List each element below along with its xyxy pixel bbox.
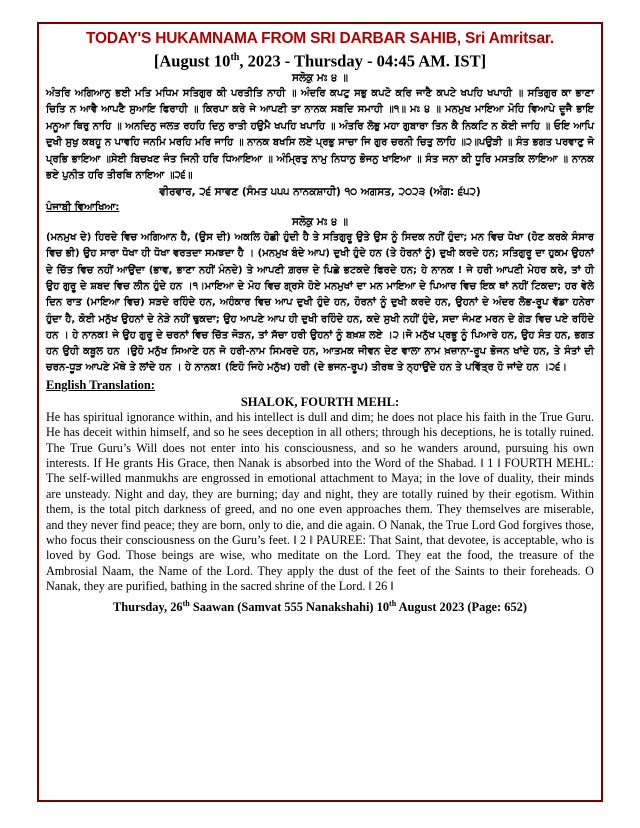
- date-sup: th: [230, 52, 240, 63]
- footer-part3: August 2023 (Page: 652): [396, 599, 527, 614]
- footer-part1: Thursday, 26: [113, 599, 183, 614]
- date-suffix: , 2023 - Thursday - 04:45 AM. IST]: [239, 51, 487, 71]
- punjabi-sub-heading: ਸਲੋਕੁ ਮਃ ੪ ॥: [292, 216, 348, 229]
- english-heading: English Translation:: [46, 377, 155, 392]
- gurbani-date-line: ਵੀਰਵਾਰ, ੨੬ ਸਾਵਣ (ਸੰਮਤ ੫੫੫ ਨਾਨਕਸ਼ਾਹੀ) ੧੦ ਅਗਸਤ, ੨੦੨੩ (ਅੰਗ: ੬੫੨): [159, 186, 481, 199]
- punjabi-text: (ਮਨਮੁਖ ਦੇ) ਹਿਰਦੇ ਵਿਚ ਅਗਿਆਨ ਹੈ, (ਉਸ ਦੀ) ਅਕਲਿ ਹੋਛੀ ਹੁੰਦੀ ਹੈ ਤੇ ਸਤਿਗੁਰੂ ਉਤੇ ਉਸ ਨੂੰ ਸਿਦਕ ਨਹੀਂ ਹੁੰਦਾ; ਮਨ ਵਿਚ ਧੋਖਾ (ਹੋਣ ਕਰਕੇ ਸੰਸਾਰ ਵਿਚ ਭੀ) ਉਹ ਸਾਰਾ ਧੋਖਾ ਹੀ ਧੋਖਾ ਵਰਤਦਾ ਸਮਝਦਾ ਹੈ । (ਮਨਮੁਖ ਬੰਦੇ ਆਪ) ਦੁਖੀ ਹੁੰਦੇ ਹਨ (ਤੇ ਹੋਰਨਾਂ ਨੂੰ) ਦੁਖੀ ਕਰਦੇ ਹਨ; ਸਤਿਗੁਰੂ ਦਾ ਹੁਕਮ ਉਹਨਾਂ ਦੇ ਚਿੱਤ ਵਿਚ ਨਹੀਂ ਆਉਂਦਾ (ਭਾਵ, ਭਾਣਾ ਨਹੀਂ ਮੰਨਦੇ) ਤੇ ਆਪਣੀ ਗ਼ਰਜ਼ ਦੇ ਪਿਛੇ ਭਟਕਦੇ ਫਿਰਦੇ ਹਨ; ਹੇ ਨਾਨਕ ! ਜੇ ਹਰੀ ਆਪਣੀ ਮੇਹਰ ਕਰੇ, ਤਾਂ ਹੀ ਉਹ ਗੁਰੂ ਦੇ ਸ਼ਬਦ ਵਿਚ ਲੀਨ ਹੁੰਦੇ ਹਨ ।੧।ਮਾਇਆ ਦੇ ਮੋਹ ਵਿਚ ਗ੍ਰਸੇ ਹੋਏ ਮਨਮੁਖਾਂ ਦਾ ਮਨ ਮਾਇਆ ਦੇ ਪਿਆਰ ਵਿਚ ਇਕ ਥਾਂ ਨਹੀਂ ਟਿਕਦਾ; ਹਰ ਵੇਲੇ ਦਿਨ ਰਾਤ (ਮਾਇਆ ਵਿਚ) ਸੜਦੇ ਰਹਿੰਦੇ ਹਨ, ਅਹੰਕਾਰ ਵਿਚ ਆਪ ਦੁਖੀ ਹੁੰਦੇ ਹਨ, ਹੋਰਨਾਂ ਨੂੰ ਦੁਖੀ ਕਰਦੇ ਹਨ, ਉਹਨਾਂ ਦੇ ਅੰਦਰ ਲੋਭ-ਰੂਪ ਵੱਡਾ ਹਨੇਰਾ ਹੁੰਦਾ ਹੈ, ਕੋਈ ਮਨੁੱਖ ਉਹਨਾਂ ਦੇ ਨੇੜੇ ਨਹੀਂ ਢੁਕਦਾ; ਉਹ ਆਪਣੇ ਆਪ ਹੀ ਦੁਖੀ ਰਹਿੰਦੇ ਹਨ, ਕਦੇ ਸੁਖੀ ਨਹੀਂ ਹੁੰਦੇ, ਸਦਾ ਜੰਮਣ ਮਰਨ ਦੇ ਗੇੜ ਵਿਚ ਪਏ ਰਹਿੰਦੇ ਹਨ । ਹੇ ਨਾਨਕ! ਜੇ ਉਹ ਗੁਰੂ ਦੇ ਚਰਨਾਂ ਵਿਚ ਚਿੱਤ ਜੋੜਨ, ਤਾਂ ਸੱਚਾ ਹਰੀ ਉਹਨਾਂ ਨੂੰ ਬਖ਼ਸ਼ ਲਏ ।੨।ਜੋ ਮਨੁੱਖ ਪ੍ਰਭੂ ਨੂੰ ਪਿਆਰੇ ਹਨ, ਉਹ ਸੰਤ ਹਨ, ਭਗਤ ਹਨ ਉਹੀ ਕਬੂਲ ਹਨ ।ਉਹੋ ਮਨੁੱਖ ਸਿਆਣੇ ਹਨ ਜੋ ਹਰੀ-ਨਾਮ ਸਿਮਰਦੇ ਹਨ, ਆਤਮਕ ਜੀਵਨ ਦੇਣ ਵਾਲਾ ਨਾਮ ਖ਼ਜ਼ਾਨਾ-ਰੂਪ ਭੋਜਨ ਖਾਂਦੇ ਹਨ, ਤੇ ਸੰਤਾਂ ਦੀ ਚਰਨ-ਧੂੜ ਆਪਣੇ ਮੱਥੇ ਤੇ ਲਾਂਦੇ ਹਨ । ਹੇ ਨਾਨਕ! (ਇਹੋ ਜਿਹੇ ਮਨੁੱਖ) ਹਰੀ (ਦੇ ਭਜਨ-ਰੂਪ) ਤੀਰਥ ਤੇ ਨ੍ਹਾਉਂਦੇ ਹਨ ਤੇ ਪਵਿੱਤ੍ਰ ਹੋ ਜਾਂਦੇ ਹਨ ।੨੬।: [46, 232, 594, 374]
- page-title: TODAY'S HUKAMNAMA FROM SRI DARBAR SAHIB, Sri Amritsar.: [86, 30, 554, 47]
- punjabi-heading: ਪੰਜਾਬੀ ਵਿਆਖਿਆ:: [46, 202, 120, 214]
- gurbani-text: ਅੰਤਰਿ ਅਗਿਆਨੁ ਭਈ ਮਤਿ ਮਧਿਮ ਸਤਿਗੁਰ ਕੀ ਪਰਤੀਤਿ ਨਾਹੀ ॥ ਅੰਦਰਿ ਕਪਟੁ ਸਭੁ ਕਪਟੋ ਕਰਿ ਜਾਣੈ ਕਪਟੇ ਖਪਹਿ ਖਪਾਹੀ ॥ ਸਤਿਗੁਰ ਕਾ ਭਾਣਾ ਚਿਤਿ ਨ ਆਵੈ ਆਪਣੈ ਸੁਆਇ ਫਿਰਾਹੀ ॥ ਕਿਰਪਾ ਕਰੇ ਜੇ ਆਪਣੀ ਤਾ ਨਾਨਕ ਸਬਦਿ ਸਮਾਹੀ ॥੧॥ ਮਃ ੪ ॥ ਮਨਮੁਖ ਮਾਇਆ ਮੋਹਿ ਵਿਆਪੇ ਦੂਜੈ ਭਾਇ ਮਨੂਆ ਥਿਰੁ ਨਾਹਿ ॥ ਅਨਦਿਨੁ ਜਲਤ ਰਹਹਿ ਦਿਨੁ ਰਾਤੀ ਹਉਮੈ ਖਪਹਿ ਖਪਾਹਿ ॥ ਅੰਤਰਿ ਲੋਭੁ ਮਹਾ ਗੁਬਾਰਾ ਤਿਨ ਕੈ ਨਿਕਟਿ ਨ ਕੋਈ ਜਾਹਿ ॥ ਓਇ ਆਪਿ ਦੁਖੀ ਸੁਖੁ ਕਬਹੂ ਨ ਪਾਵਹਿ ਜਨਮਿ ਮਰਹਿ ਮਰਿ ਜਾਹਿ ॥ ਨਾਨਕ ਬਖਸਿ ਲਏ ਪ੍ਰਭੁ ਸਾਚਾ ਜਿ ਗੁਰ ਚਰਨੀ ਚਿਤੁ ਲਾਹਿ ॥੨॥ਪਉੜੀ ॥ ਸੰਤ ਭਗਤ ਪਰਵਾਣੁ ਜੋ ਪ੍ਰਭਿ ਭਾਇਆ ॥ਸੇਈ ਬਿਚਖਣ ਜੰਤ ਜਿਨੀ ਹਰਿ ਧਿਆਇਆ ॥ ਅੰਮ੍ਰਿਤੁ ਨਾਮੁ ਨਿਧਾਨੁ ਭੋਜਨੁ ਖਾਇਆ ॥ ਸੰਤ ਜਨਾ ਕੀ ਧੂਰਿ ਮਸਤਕਿ ਲਾਇਆ ॥ ਨਾਨਕ ਭਏ ਪੁਨੀਤ ਹਰਿ ਤੀਰਥਿ ਨਾਇਆ ॥੨੬॥: [46, 87, 594, 182]
- hukamnama-frame: [37, 22, 603, 802]
- english-text: He has spiritual ignorance within, and his intellect is dull and dim; he does not place his faith in the True Guru. He has deceit within himself, and so he sees deception in all others; through his deceptions, he is totally ruined. The True Guru’s Will does not enter into his consciousness, and so he wanders around, pursuing his own interests. If He grants His Grace, then Nanak is absorbed into the Word of the Shabad. ‖ 1 ‖ FOURTH MEHL: The self-willed manmukhs are engrossed in emotional attachment to Maya; in the love of duality, their minds are unsteady. Night and day, they are burning; day and night, they are totally ruined by their egotism. Within them, is the total pitch darkness of greed, and no one even approaches them. They themselves are miserable, and they never find peace; they are born, only to die, and die again. O Nanak, the True Lord God forgives those, who focus their consciousness on the Guru’s feet. ‖ 2 ‖ PAUREE: That Saint, that devotee, is acceptable, who is loved by God. Those beings are wise, who meditate on the Lord. They eat the food, the treasure of the Ambrosial Naam, the Name of the Lord. They apply the dust of the feet of the Saints to their foreheads. O Nanak, they are purified, bathing in the sacred shrine of the Lord. ‖ 26 ‖: [46, 409, 594, 594]
- date-prefix: [August 10: [153, 51, 231, 71]
- footer-part2: Saawan (Samvat 555 Nanakshahi) 10: [189, 599, 390, 614]
- footer-sup2: th: [389, 598, 397, 608]
- date-heading: [46, 48, 594, 71]
- gurbani-heading: ਸਲੋਕੁ ਮਃ ੪ ॥: [292, 71, 348, 84]
- footer-sup1: th: [182, 598, 190, 608]
- footer-date: [46, 596, 594, 615]
- english-sub-heading: SHALOK, FOURTH MEHL:: [240, 394, 400, 409]
